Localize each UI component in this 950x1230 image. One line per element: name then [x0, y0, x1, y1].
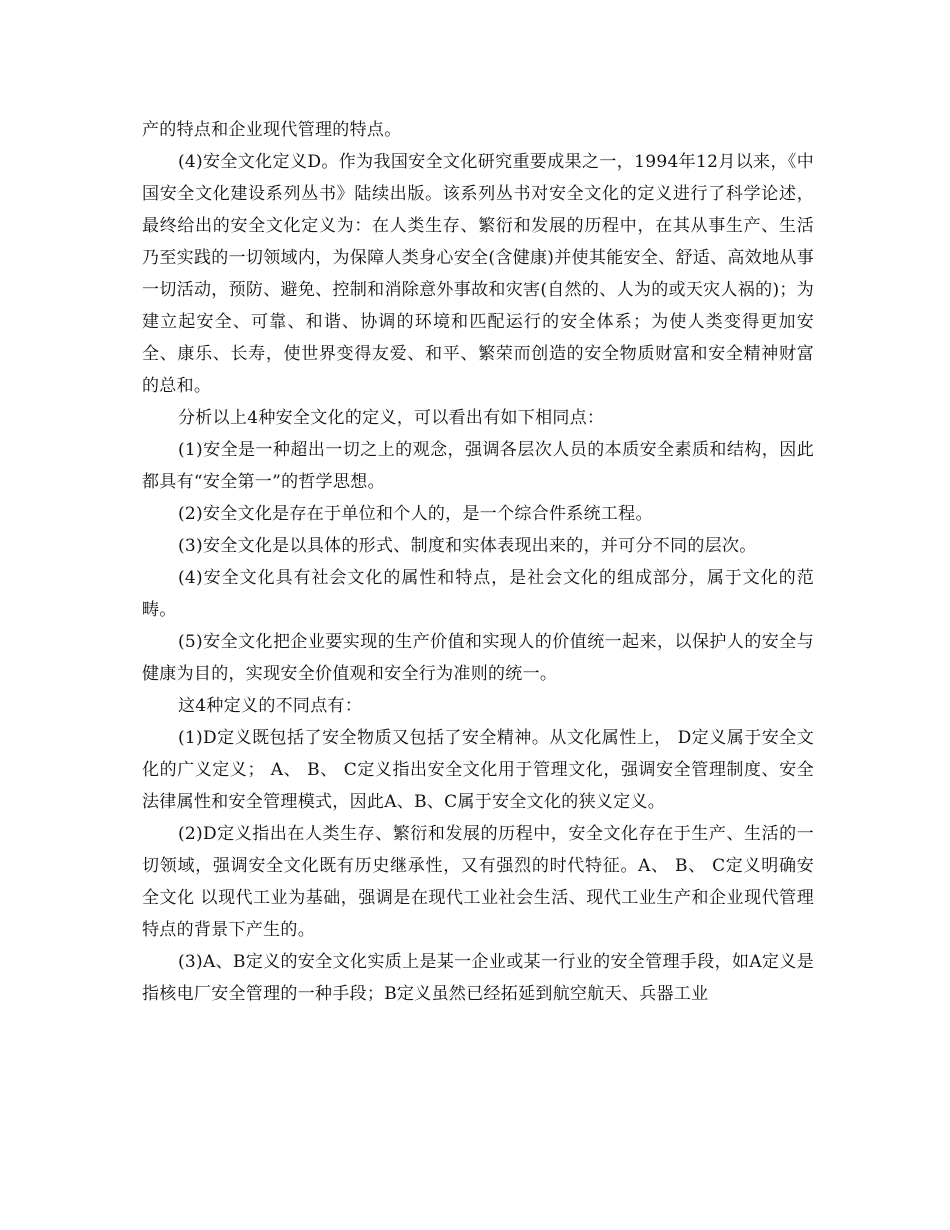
paragraph: (1)D定义既包括了安全物质又包括了安全精神。从文化属性上， D定义属于安全文化的广义定义； A、 B、 C定义指出安全文化用于管理文化，强调安全管理制度、安全法律属性和安全管理模式，因此A、B、C属于安全文化的狭义定义。 — [142, 728, 814, 812]
paragraph: (4)安全文化具有社会文化的属性和特点，是社会文化的组成部分，属于文化的范畴。 — [142, 568, 814, 620]
paragraph: (3)A、B定义的安全文化实质上是某一企业或某一行业的安全管理手段，如A定义是指核电厂安全管理的一种手段；B定义虽然已经拓延到航空航天、兵器工业 — [142, 952, 814, 1004]
paragraph: (4)安全文化定义D。作为我国安全文化研究重要成果之一，1994年12月以来，《中国安全文化建设系列丛书》陆续出版。该系列丛书对安全文化的定义进行了科学论述，最终给出的安全文化定义为：在人类生存、繁衍和发展的历程中，在其从事生产、生活乃至实践的一切领域内，为保障人类身心安全(含健康)并使其能安全、舒适、高效地从事一切活动，预防、避免、控制和消除意外事故和灾害(自然的、人为的或天灾人祸的)；为建立起安全、可靠、和谐、协调的环境和匹配运行的安全体系；为使人类变得更加安全、康乐、长寿，使世界变得友爱、和平、繁荣而创造的安全物质财富和安全精神财富的总和。 — [142, 152, 814, 396]
paragraph: 分析以上4种安全文化的定义，可以看出有如下相同点： — [178, 408, 605, 428]
paragraph: (2)D定义指出在人类生存、繁衍和发展的历程中，安全文化存在于生产、生活的一切领域，强调安全文化既有历史继承性，又有强烈的时代特征。A、 B、 C定义明确安全文化 以现代工业为基础，强调是在现代工业社会生活、现代工业生产和企业现代管理特点的背景下产生的。 — [142, 824, 814, 940]
paragraph: (2)安全文化是存在于单位和个人的，是一个综合件系统工程。 — [178, 504, 653, 524]
paragraph: (1)安全是一种超出一切之上的观念，强调各层次人员的本质安全素质和结构，因此都具有“安全第一”的哲学思想。 — [142, 440, 814, 492]
paragraph: 产的特点和企业现代管理的特点。 — [142, 120, 402, 140]
paragraph: 这4种定义的不同点有： — [178, 696, 363, 716]
paragraph: (3)安全文化是以具体的形式、制度和实体表现出来的，并可分不同的层次。 — [178, 536, 757, 556]
paragraph: (5)安全文化把企业要实现的生产价值和实现人的价值统一起来，以保护人的安全与健康为目的，实现安全价值观和安全行为准则的统一。 — [142, 632, 814, 684]
document-body — [142, 114, 814, 1010]
